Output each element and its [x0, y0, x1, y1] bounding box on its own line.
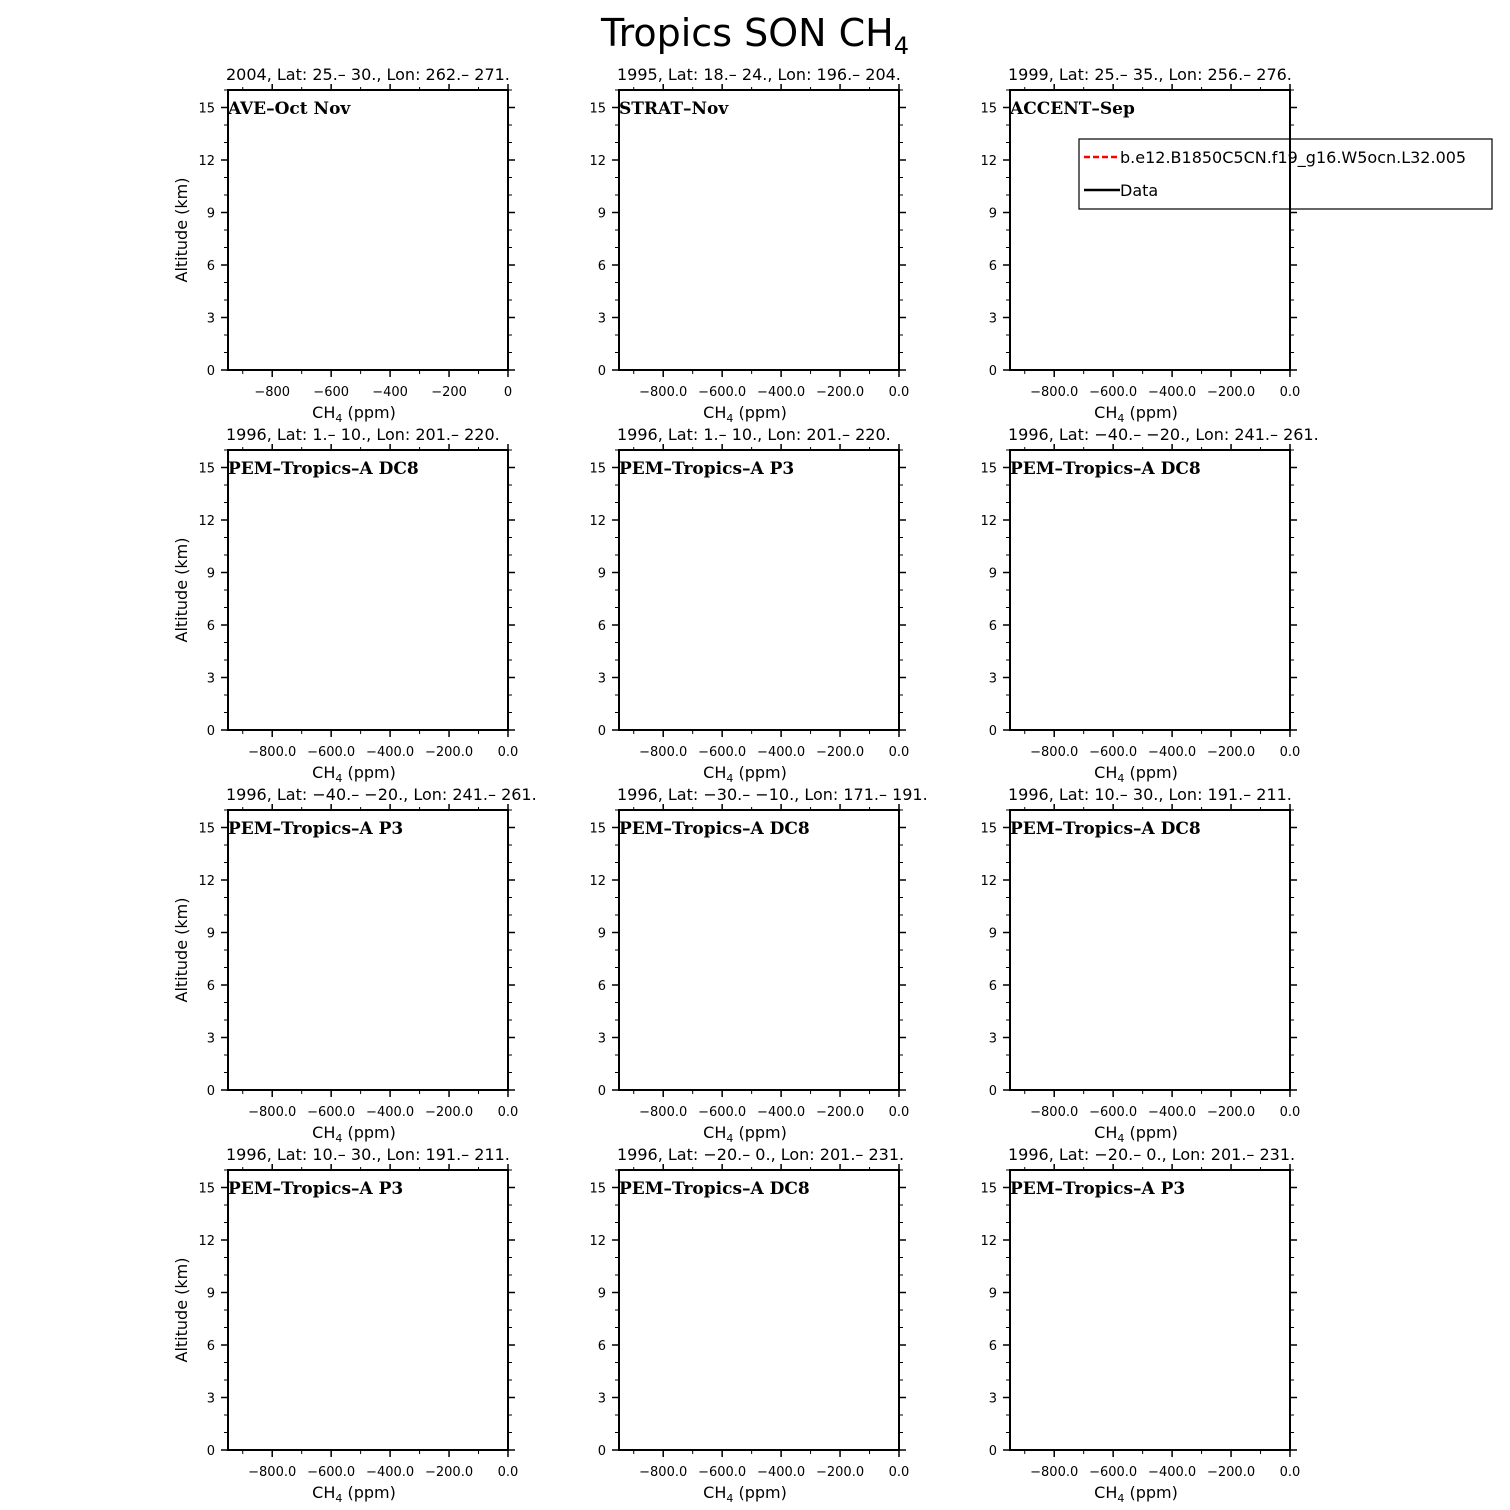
x-axis-label-unit: (ppm) — [733, 403, 787, 422]
y-tick-label: 3 — [988, 671, 997, 687]
y-tick-label: 15 — [198, 461, 215, 477]
panel-title: 1996, Lat: −40.– −20., Lon: 241.– 261. — [226, 785, 537, 804]
x-axis-label-main: CH — [703, 1123, 727, 1142]
x-axis-label — [1094, 403, 1178, 425]
x-tick-label: −600.0 — [307, 745, 356, 760]
x-tick-label: −600.0 — [307, 1465, 356, 1480]
y-tick-label: 9 — [206, 566, 215, 582]
x-tick-label: −200.0 — [1206, 385, 1256, 400]
y-tick-label: 0 — [597, 1444, 606, 1459]
x-tick-label: −200.0 — [815, 385, 865, 400]
x-axis-label-unit: (ppm) — [1124, 763, 1178, 782]
x-tick-label: 0.0 — [1279, 1105, 1301, 1120]
x-tick-label: −400.0 — [757, 1105, 806, 1120]
y-tick-label: 6 — [206, 259, 215, 274]
x-tick-label: −200.0 — [424, 1465, 474, 1480]
x-axis-label — [1094, 1123, 1178, 1145]
y-tick-label: 15 — [198, 821, 215, 837]
y-tick-label: 12 — [198, 874, 215, 889]
x-tick-label: 0.0 — [1279, 745, 1301, 760]
y-tick-label: 6 — [206, 1339, 215, 1354]
y-axis-label: Altitude (km) — [172, 1257, 191, 1363]
campaign-label: ACCENT–Sep — [1010, 99, 1135, 119]
legend-label-2: Data — [1120, 181, 1159, 200]
campaign-label: PEM–Tropics–A DC8 — [619, 1179, 810, 1199]
x-axis-label-main: CH — [1094, 1483, 1118, 1502]
y-tick-label: 15 — [198, 1181, 215, 1197]
x-tick-label: −800.0 — [1030, 385, 1079, 400]
x-axis-label-unit: (ppm) — [1124, 403, 1178, 422]
campaign-label: STRAT–Nov — [619, 99, 729, 119]
x-tick-label: −400.0 — [1148, 385, 1197, 400]
x-axis-label-main: CH — [1094, 1123, 1118, 1142]
y-tick-label: 0 — [206, 724, 215, 739]
panel-title: 1996, Lat: 10.– 30., Lon: 191.– 211. — [226, 1145, 510, 1164]
x-axis-label — [703, 1123, 787, 1145]
x-tick-label: −400.0 — [366, 745, 415, 760]
x-tick-label: −800.0 — [1030, 745, 1079, 760]
x-axis-label — [312, 1483, 396, 1505]
y-tick-label: 3 — [597, 1031, 606, 1047]
x-axis-label-subscript: 4 — [335, 1132, 343, 1145]
x-axis-label-subscript: 4 — [1117, 772, 1125, 785]
y-tick-label: 12 — [589, 514, 606, 529]
x-tick-label: −600.0 — [698, 385, 747, 400]
y-tick-label: 0 — [597, 1084, 606, 1099]
x-tick-label: −200.0 — [424, 745, 474, 760]
x-tick-label: −200.0 — [424, 1105, 474, 1120]
y-tick-label: 9 — [206, 1286, 215, 1302]
y-tick-label: 9 — [597, 566, 606, 582]
campaign-label: AVE–Oct Nov — [228, 99, 351, 119]
y-axis-label: Altitude (km) — [172, 537, 191, 643]
campaign-label: PEM–Tropics–A DC8 — [1010, 459, 1201, 479]
x-tick-label: −200.0 — [815, 745, 865, 760]
figure-title-main: Tropics SON CH — [600, 11, 894, 55]
x-axis-label-unit: (ppm) — [342, 1123, 396, 1142]
x-axis-label-subscript: 4 — [335, 772, 343, 785]
y-tick-label: 12 — [198, 514, 215, 529]
y-tick-label: 3 — [597, 671, 606, 687]
y-tick-label: 15 — [589, 461, 606, 477]
campaign-label: PEM–Tropics–A DC8 — [619, 819, 810, 839]
y-tick-label: 15 — [198, 101, 215, 117]
y-tick-label: 0 — [597, 724, 606, 739]
x-tick-label: −200.0 — [1206, 745, 1256, 760]
x-axis-label-subscript: 4 — [335, 1492, 343, 1505]
x-tick-label: −600.0 — [698, 1105, 747, 1120]
y-tick-label: 9 — [206, 206, 215, 222]
x-tick-label: −400.0 — [757, 1465, 806, 1480]
y-tick-label: 3 — [597, 1391, 606, 1407]
y-tick-label: 12 — [980, 154, 997, 169]
x-tick-label: −400.0 — [757, 745, 806, 760]
y-tick-label: 12 — [980, 1234, 997, 1249]
x-tick-label: 0.0 — [1279, 385, 1301, 400]
x-tick-label: −800.0 — [1030, 1465, 1079, 1480]
x-tick-label: −600.0 — [307, 1105, 356, 1120]
x-tick-label: 0.0 — [497, 1105, 519, 1120]
x-axis-label-subscript: 4 — [726, 772, 734, 785]
y-tick-label: 6 — [597, 619, 606, 634]
x-axis-label-subscript: 4 — [726, 1132, 734, 1145]
x-tick-label: 0.0 — [888, 385, 910, 400]
x-tick-label: −200.0 — [1206, 1465, 1256, 1480]
panel-title: 2004, Lat: 25.– 30., Lon: 262.– 271. — [226, 65, 510, 84]
panel-title: 1995, Lat: 18.– 24., Lon: 196.– 204. — [617, 65, 901, 84]
x-axis-label-main: CH — [1094, 403, 1118, 422]
x-tick-label: −400.0 — [1148, 1465, 1197, 1480]
y-tick-label: 12 — [589, 874, 606, 889]
y-tick-label: 0 — [597, 364, 606, 379]
figure-title-subscript: 4 — [893, 32, 910, 60]
x-axis-label-subscript: 4 — [1117, 1492, 1125, 1505]
x-tick-label: −600 — [313, 385, 350, 400]
x-tick-label: −200.0 — [1206, 1105, 1256, 1120]
x-tick-label: −800.0 — [639, 385, 688, 400]
y-tick-label: 6 — [988, 979, 997, 994]
x-tick-label: −600.0 — [698, 745, 747, 760]
y-tick-label: 6 — [597, 259, 606, 274]
x-tick-label: −600.0 — [1089, 1465, 1138, 1480]
y-tick-label: 15 — [589, 821, 606, 837]
panel-title: 1996, Lat: −20.– 0., Lon: 201.– 231. — [1008, 1145, 1296, 1164]
y-tick-label: 0 — [988, 724, 997, 739]
x-tick-label: −800 — [254, 385, 291, 400]
x-axis-label-subscript: 4 — [335, 412, 343, 425]
x-axis-label — [312, 403, 396, 425]
panel-title: 1996, Lat: −20.– 0., Lon: 201.– 231. — [617, 1145, 905, 1164]
x-tick-label: −800.0 — [1030, 1105, 1079, 1120]
x-tick-label: −800.0 — [639, 745, 688, 760]
campaign-label: PEM–Tropics–A P3 — [228, 1179, 404, 1199]
x-tick-label: −800.0 — [248, 1105, 297, 1120]
y-tick-label: 9 — [988, 206, 997, 222]
y-axis-label: Altitude (km) — [172, 177, 191, 283]
y-tick-label: 6 — [988, 259, 997, 274]
x-tick-label: −600.0 — [698, 1465, 747, 1480]
x-tick-label: 0.0 — [497, 745, 519, 760]
x-tick-label: −200.0 — [815, 1465, 865, 1480]
y-tick-label: 9 — [988, 1286, 997, 1302]
y-tick-label: 3 — [206, 1031, 215, 1047]
x-axis-label — [312, 763, 396, 785]
x-tick-label: −800.0 — [248, 1465, 297, 1480]
x-tick-label: −800.0 — [639, 1465, 688, 1480]
y-tick-label: 9 — [597, 926, 606, 942]
y-tick-label: 6 — [988, 619, 997, 634]
x-tick-label: 0.0 — [888, 1465, 910, 1480]
y-tick-label: 3 — [206, 671, 215, 687]
x-tick-label: 0 — [503, 385, 513, 400]
x-tick-label: −400 — [372, 385, 408, 400]
x-axis-label-main: CH — [703, 403, 727, 422]
x-axis-label-unit: (ppm) — [733, 1483, 787, 1502]
panel-title: 1996, Lat: 10.– 30., Lon: 191.– 211. — [1008, 785, 1292, 804]
x-axis-label-unit: (ppm) — [342, 403, 396, 422]
y-tick-label: 0 — [988, 364, 997, 379]
x-tick-label: −400.0 — [757, 385, 806, 400]
x-tick-label: −600.0 — [1089, 1105, 1138, 1120]
legend-label-1: b.e12.B1850C5CN.f19_g16.W5ocn.L32.005 — [1120, 148, 1467, 167]
x-axis-label-unit: (ppm) — [342, 1483, 396, 1502]
y-tick-label: 9 — [597, 1286, 606, 1302]
x-axis-label — [703, 763, 787, 785]
x-axis-label-subscript: 4 — [1117, 412, 1125, 425]
x-tick-label: −200.0 — [815, 1105, 865, 1120]
x-axis-label — [703, 403, 787, 425]
x-tick-label: 0.0 — [888, 1105, 910, 1120]
x-tick-label: −400.0 — [366, 1465, 415, 1480]
x-axis-label-main: CH — [312, 1483, 336, 1502]
y-tick-label: 0 — [206, 364, 215, 379]
campaign-label: PEM–Tropics–A P3 — [1010, 1179, 1186, 1199]
campaign-label: PEM–Tropics–A DC8 — [1010, 819, 1201, 839]
x-axis-label — [312, 1123, 396, 1145]
y-tick-label: 12 — [198, 154, 215, 169]
y-tick-label: 0 — [206, 1084, 215, 1099]
x-tick-label: −400.0 — [1148, 1105, 1197, 1120]
y-tick-label: 12 — [198, 1234, 215, 1249]
y-tick-label: 9 — [988, 566, 997, 582]
x-axis-label-subscript: 4 — [726, 1492, 734, 1505]
y-tick-label: 0 — [988, 1084, 997, 1099]
y-axis-label: Altitude (km) — [172, 897, 191, 1003]
panel-title: 1996, Lat: 1.– 10., Lon: 201.– 220. — [226, 425, 500, 444]
y-tick-label: 15 — [589, 1181, 606, 1197]
x-axis-label-unit: (ppm) — [733, 763, 787, 782]
y-tick-label: 6 — [206, 979, 215, 994]
x-axis-label — [703, 1483, 787, 1505]
y-tick-label: 3 — [988, 1391, 997, 1407]
campaign-label: PEM–Tropics–A P3 — [228, 819, 404, 839]
y-tick-label: 0 — [988, 1444, 997, 1459]
x-tick-label: −600.0 — [1089, 385, 1138, 400]
x-tick-label: 0.0 — [1279, 1465, 1301, 1480]
x-tick-label: −800.0 — [639, 1105, 688, 1120]
y-tick-label: 6 — [988, 1339, 997, 1354]
campaign-label: PEM–Tropics–A DC8 — [228, 459, 419, 479]
x-axis-label-unit: (ppm) — [733, 1123, 787, 1142]
x-axis-label — [1094, 1483, 1178, 1505]
y-tick-label: 3 — [206, 311, 215, 327]
y-tick-label: 3 — [597, 311, 606, 327]
x-tick-label: −600.0 — [1089, 745, 1138, 760]
y-tick-label: 12 — [589, 1234, 606, 1249]
y-tick-label: 6 — [597, 979, 606, 994]
x-axis-label-unit: (ppm) — [1124, 1483, 1178, 1502]
y-tick-label: 3 — [206, 1391, 215, 1407]
x-axis-label — [1094, 763, 1178, 785]
y-tick-label: 6 — [597, 1339, 606, 1354]
y-tick-label: 15 — [980, 1181, 997, 1197]
x-axis-label-unit: (ppm) — [1124, 1123, 1178, 1142]
x-tick-label: 0.0 — [888, 745, 910, 760]
y-tick-label: 0 — [206, 1444, 215, 1459]
x-tick-label: −400.0 — [1148, 745, 1197, 760]
figure-title — [600, 11, 909, 60]
y-tick-label: 12 — [980, 874, 997, 889]
y-tick-label: 15 — [980, 461, 997, 477]
x-axis-label-subscript: 4 — [1117, 1132, 1125, 1145]
y-tick-label: 3 — [988, 1031, 997, 1047]
x-axis-label-main: CH — [703, 763, 727, 782]
y-tick-label: 9 — [597, 206, 606, 222]
panel-title: 1996, Lat: −40.– −20., Lon: 241.– 261. — [1008, 425, 1319, 444]
y-tick-label: 15 — [980, 101, 997, 117]
x-tick-label: −400.0 — [366, 1105, 415, 1120]
y-tick-label: 6 — [206, 619, 215, 634]
x-axis-label-main: CH — [312, 763, 336, 782]
panel-title: 1996, Lat: 1.– 10., Lon: 201.– 220. — [617, 425, 891, 444]
x-axis-label-main: CH — [312, 403, 336, 422]
y-tick-label: 12 — [980, 514, 997, 529]
y-tick-label: 12 — [589, 154, 606, 169]
panel-title: 1999, Lat: 25.– 35., Lon: 256.– 276. — [1008, 65, 1292, 84]
y-tick-label: 15 — [589, 101, 606, 117]
y-tick-label: 9 — [988, 926, 997, 942]
campaign-label: PEM–Tropics–A P3 — [619, 459, 795, 479]
x-tick-label: 0.0 — [497, 1465, 519, 1480]
x-tick-label: −200 — [431, 385, 467, 400]
x-axis-label-main: CH — [1094, 763, 1118, 782]
x-axis-label-main: CH — [703, 1483, 727, 1502]
y-tick-label: 15 — [980, 821, 997, 837]
panel-title: 1996, Lat: −30.– −10., Lon: 171.– 191. — [617, 785, 928, 804]
y-tick-label: 3 — [988, 311, 997, 327]
x-axis-label-subscript: 4 — [726, 412, 734, 425]
x-tick-label: −800.0 — [248, 745, 297, 760]
x-axis-label-unit: (ppm) — [342, 763, 396, 782]
y-tick-label: 9 — [206, 926, 215, 942]
x-axis-label-main: CH — [312, 1123, 336, 1142]
